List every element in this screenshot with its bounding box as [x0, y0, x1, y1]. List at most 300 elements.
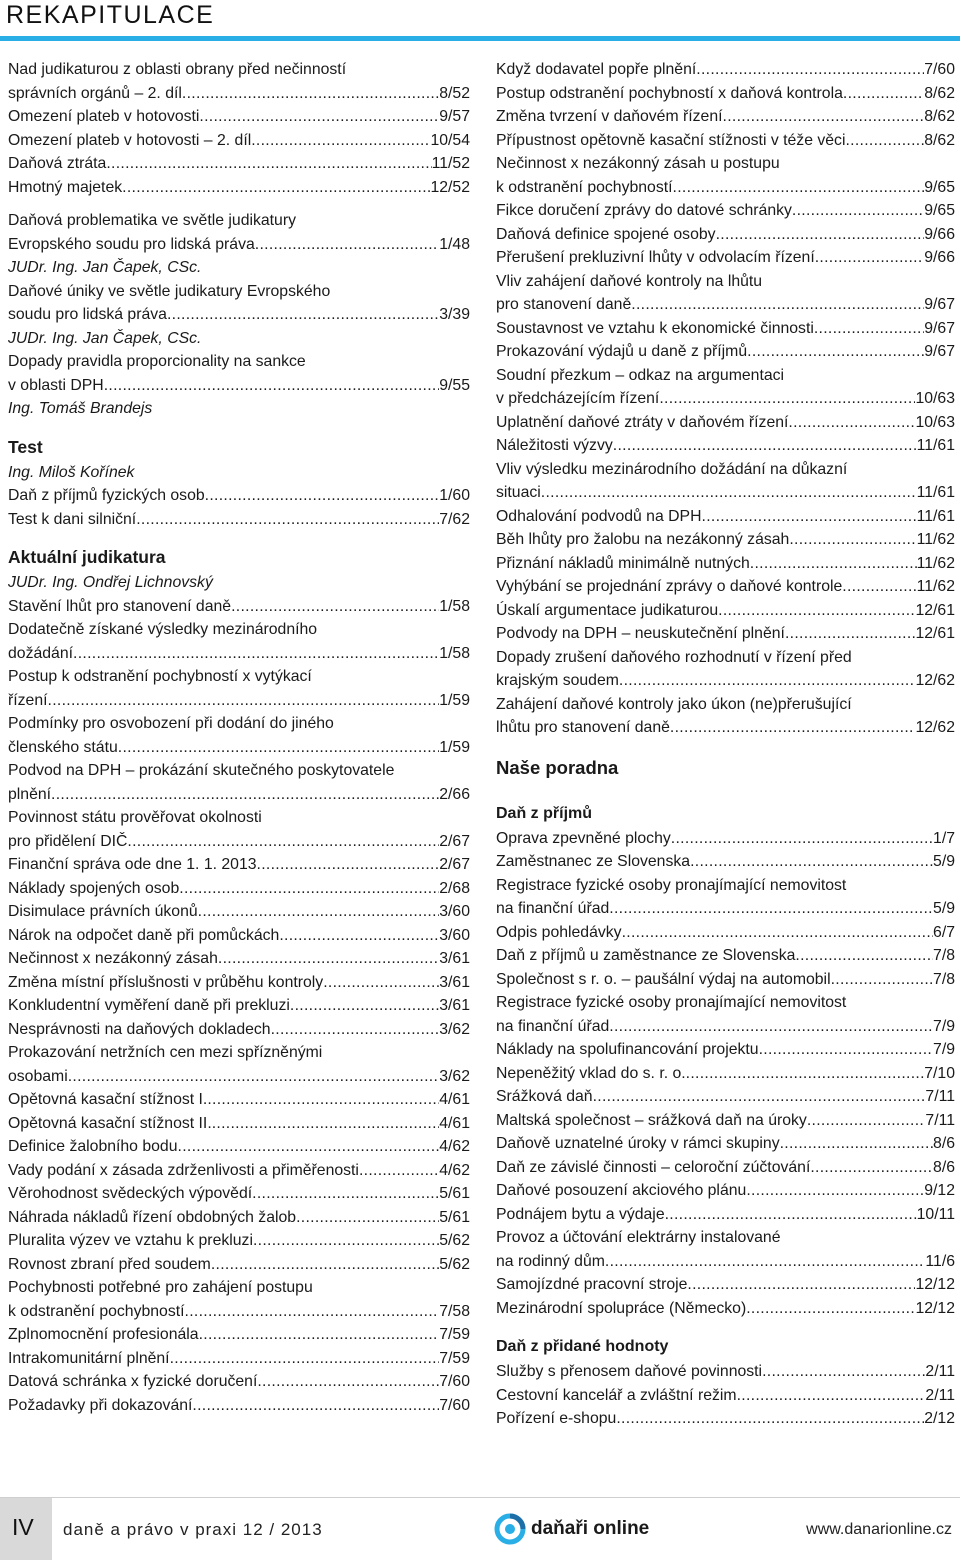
toc-entry[interactable] — [496, 1132, 955, 1156]
toc-entry[interactable] — [8, 508, 470, 532]
toc-entry[interactable] — [496, 1250, 955, 1274]
toc-entry[interactable] — [496, 716, 955, 740]
toc-entry-page: 1/58 — [439, 597, 470, 615]
toc-entry-title: správních orgánů – 2. díl — [8, 84, 182, 102]
dot-leader — [673, 176, 925, 200]
toc-entry[interactable] — [8, 877, 470, 901]
dot-leader — [815, 246, 925, 270]
toc-entry[interactable] — [496, 481, 955, 505]
toc-entry-page: 12/12 — [915, 1299, 955, 1317]
toc-entry[interactable] — [8, 947, 470, 971]
dot-leader — [702, 505, 917, 529]
toc-entry[interactable] — [8, 1088, 470, 1112]
dot-leader — [198, 900, 440, 924]
toc-entry-title: Náležitosti výzvy — [496, 437, 613, 454]
toc-entry-page: 5/61 — [439, 1208, 470, 1226]
dot-leader — [696, 58, 924, 82]
dot-leader — [616, 1407, 924, 1431]
toc-entry[interactable] — [496, 622, 955, 646]
toc-entry-title: Omezení plateb v hotovosti — [8, 108, 200, 125]
toc-entry-page: 2/66 — [439, 785, 470, 803]
toc-entry-title: k odstranění pochybností — [496, 178, 673, 196]
toc-entry-page: 7/9 — [933, 1017, 955, 1035]
author-name: Ing. Tomáš Brandejs — [8, 400, 153, 417]
toc-entry[interactable] — [8, 994, 470, 1018]
toc-entry-title: Intrakomunitární plnění — [8, 1349, 170, 1367]
toc-entry-page: 9/65 — [924, 178, 955, 196]
toc-entry[interactable] — [8, 1018, 470, 1042]
toc-entry[interactable] — [8, 176, 470, 200]
section-heading: Test — [8, 436, 43, 457]
toc-entry[interactable] — [496, 1273, 955, 1297]
toc-entry[interactable] — [496, 1109, 955, 1133]
toc-entry-page: 2/11 — [925, 1386, 955, 1404]
toc-entry[interactable] — [496, 1360, 955, 1384]
dot-leader — [665, 1203, 917, 1227]
toc-entry-title: Věrohodnost svědeckých výpovědí — [8, 1185, 253, 1202]
toc-entry-title-line: Povinnost státu prověřovat okolnosti — [8, 809, 262, 826]
toc-entry-title-line: Podvod na DPH – prokázání skutečného poskytovatele — [8, 762, 395, 779]
toc-entry-title: v oblasti DPH — [8, 376, 104, 394]
toc-entry-page: 12/62 — [915, 719, 955, 736]
toc-entry-title: krajským soudem — [496, 672, 619, 689]
toc-entry-title: Daňové posouzení akciového plánu — [496, 1182, 747, 1199]
toc-entry-title: Úskalí argumentace judikaturou — [496, 601, 719, 619]
toc-entry-page: 12/12 — [915, 1276, 955, 1293]
toc-entry-title: Uplatnění daňové ztráty v daňovém řízení — [496, 413, 789, 431]
toc-entry-title: řízení — [8, 691, 48, 709]
toc-entry-title: Definice žalobního bodu — [8, 1138, 178, 1155]
toc-entry[interactable] — [8, 1065, 470, 1089]
toc-entry-title: na finanční úřad — [496, 900, 610, 917]
dot-leader — [690, 850, 933, 874]
toc-entry-title: Nárok na odpočet daně při pomůckách — [8, 926, 280, 944]
toc-entry-title: situaci — [496, 484, 541, 501]
toc-entry[interactable] — [8, 1229, 470, 1253]
toc-entry[interactable] — [8, 736, 470, 760]
toc-entry-title: Náklady na spolufinancování projektu — [496, 1041, 759, 1058]
dot-leader — [199, 1323, 440, 1347]
toc-entry-title: Disimulace právních úkonů — [8, 903, 198, 920]
toc-entry[interactable] — [496, 669, 955, 693]
toc-entry[interactable] — [496, 1015, 955, 1039]
dot-leader — [750, 552, 917, 576]
toc-entry-title-line: Provoz a účtování elektrárny instalované — [496, 1229, 781, 1246]
dot-leader — [167, 303, 439, 327]
toc-entry[interactable] — [496, 505, 955, 529]
toc-entry-page: 11/62 — [916, 554, 955, 572]
toc-entry-page: 10/63 — [915, 413, 955, 431]
dot-leader — [218, 947, 439, 971]
toc-entry[interactable] — [496, 1179, 955, 1203]
toc-entry-title: Daňová ztráta — [8, 155, 107, 172]
toc-entry[interactable] — [8, 1159, 470, 1183]
toc-entry-page: 7/59 — [439, 1349, 470, 1367]
toc-entry-page: 1/59 — [439, 691, 470, 709]
dot-leader — [785, 622, 916, 646]
dot-leader — [231, 595, 439, 619]
toc-entry-title: Soustavnost ve vztahu k ekonomické činnosti — [496, 319, 814, 337]
toc-entry[interactable] — [8, 1300, 470, 1324]
dot-leader — [323, 971, 439, 995]
toc-entry[interactable] — [8, 1347, 470, 1371]
dot-leader — [68, 1065, 440, 1089]
section-title: REKAPITULACE — [6, 1, 215, 29]
toc-entry-title: lhůtu pro stanovení daně — [496, 719, 670, 736]
toc-entry[interactable] — [8, 1253, 470, 1277]
section-heading: Naše poradna — [496, 756, 619, 778]
toc-entry-page: 7/59 — [439, 1326, 470, 1343]
toc-entry[interactable] — [8, 900, 470, 924]
dot-leader — [51, 783, 439, 807]
toc-entry[interactable] — [8, 82, 470, 106]
toc-entry[interactable] — [496, 246, 955, 270]
toc-entry-title: na finanční úřad — [496, 1017, 610, 1035]
toc-entry-title: Oprava zpevněné plochy — [496, 829, 671, 847]
toc-entry-page: 11/62 — [916, 531, 955, 548]
toc-entry-title: Nečinnost x nezákonný zásah — [8, 950, 218, 967]
dot-leader — [671, 827, 933, 851]
dot-leader — [631, 293, 924, 317]
toc-entry-title-line: Dopady pravidla proporcionality na sankce — [8, 353, 306, 370]
toc-entry[interactable] — [8, 595, 470, 619]
toc-entry-page: 12/61 — [915, 625, 955, 642]
toc-entry-page: 2/68 — [439, 879, 470, 897]
dot-leader — [737, 1384, 926, 1408]
toc-entry-page: 9/65 — [924, 202, 955, 219]
dot-leader — [290, 994, 439, 1018]
toc-entry-title: Zplnomocnění profesionála — [8, 1326, 199, 1343]
toc-entry-title: Konkludentní vyměření daně při prekluzi — [8, 997, 290, 1014]
page-footer — [0, 1497, 960, 1560]
toc-entry-title: Vyhýbání se projednání zprávy o daňové kontrole — [496, 578, 843, 595]
toc-entry-title: Opětovná kasační stížnost I. — [8, 1091, 208, 1108]
toc-entry[interactable] — [8, 853, 470, 877]
toc-entry-title: Odhalování podvodů na DPH — [496, 507, 702, 525]
toc-entry[interactable] — [496, 58, 955, 82]
dot-leader — [296, 1206, 439, 1230]
subsection-heading: Daň z přidané hodnoty — [496, 1338, 669, 1355]
dot-leader — [792, 199, 924, 223]
dot-leader — [118, 736, 439, 760]
toc-entry-title-line: Vliv zahájení daňové kontroly na lhůtu — [496, 272, 763, 290]
dot-leader — [106, 152, 431, 176]
dot-leader — [251, 129, 430, 153]
toc-entry-title: Omezení plateb v hotovosti – 2. díl — [8, 131, 252, 149]
toc-entry[interactable] — [8, 689, 470, 713]
toc-entry[interactable] — [8, 1370, 470, 1394]
dot-leader — [279, 924, 439, 948]
toc-entry[interactable] — [8, 783, 470, 807]
dot-leader — [136, 508, 439, 532]
dot-leader — [185, 1300, 440, 1324]
toc-entry[interactable] — [8, 642, 470, 666]
toc-entry[interactable] — [8, 1135, 470, 1159]
toc-entry[interactable] — [496, 599, 955, 623]
toc-entry-page: 7/9 — [933, 1041, 955, 1058]
toc-entry-title: Rovnost zbraní před soudem — [8, 1255, 211, 1273]
toc-entry[interactable] — [8, 1323, 470, 1347]
toc-entry-page: 3/60 — [439, 926, 470, 944]
toc-entry[interactable] — [8, 303, 470, 327]
toc-entry-title: Samojízdné pracovní stroje — [496, 1276, 688, 1293]
toc-entry[interactable] — [496, 317, 955, 341]
toc-entry-page: 7/10 — [924, 1064, 955, 1082]
toc-entry-page: 9/66 — [924, 249, 955, 266]
toc-entry-title: Finanční správa ode dne 1. 1. 2013 — [8, 856, 257, 873]
toc-entry-title-line: Vliv výsledku mezinárodního dožádání na důkazní — [496, 460, 848, 478]
dot-leader — [788, 411, 915, 435]
toc-entry-title: Přerušení prekluzivní lhůty v odvolacím řízení — [496, 249, 815, 266]
dot-leader — [659, 387, 915, 411]
toc-entry[interactable] — [496, 552, 955, 576]
toc-entry-title-line: Nad judikaturou z oblasti obrany před nečinností — [8, 61, 347, 78]
toc-entry-title-line: Nečinnost x nezákonný zásah u postupu — [496, 155, 780, 172]
subsection-heading: Daň z příjmů — [496, 804, 593, 822]
toc-entry-page: 2/12 — [924, 1410, 955, 1427]
toc-entry-title: Daňově uznatelné úroky v rámci skupiny — [496, 1135, 780, 1152]
toc-entry-page: 1/59 — [439, 738, 470, 756]
dot-leader — [257, 853, 440, 877]
toc-entry[interactable] — [496, 897, 955, 921]
toc-entry[interactable] — [496, 82, 955, 106]
toc-entry-title: Mezinárodní spolupráce (Německo) — [496, 1299, 747, 1317]
dot-leader — [746, 1297, 915, 1321]
toc-entry[interactable] — [496, 223, 955, 247]
toc-entry-page: 5/62 — [439, 1232, 470, 1249]
right-column — [496, 58, 955, 1431]
toc-entry-page: 9/67 — [924, 319, 955, 337]
toc-entry-page: 7/62 — [439, 510, 470, 528]
toc-entry-title: na rodinný dům — [496, 1252, 605, 1270]
toc-entry-page: 8/62 — [924, 131, 955, 149]
toc-entry-page: 12/61 — [915, 601, 955, 619]
toc-entry[interactable] — [496, 434, 955, 458]
dot-leader — [179, 877, 439, 901]
dot-leader — [207, 1088, 439, 1112]
toc-entry-page: 9/67 — [924, 343, 955, 360]
toc-entry-title: Běh lhůty pro žalobu na nezákonný zásah — [496, 531, 790, 548]
dot-leader — [609, 897, 933, 921]
toc-entry[interactable] — [496, 944, 955, 968]
toc-entry-title: Náhrada nákladů řízení obdobných žalob — [8, 1208, 297, 1226]
toc-entry-page: 4/62 — [439, 1161, 470, 1179]
toc-entry-page: 8/62 — [924, 108, 955, 125]
toc-entry-page: 3/39 — [439, 306, 470, 323]
toc-entry[interactable] — [496, 575, 955, 599]
toc-entry[interactable] — [496, 827, 955, 851]
toc-entry[interactable] — [8, 374, 470, 398]
dot-leader — [605, 1250, 926, 1274]
toc-entry[interactable] — [8, 129, 470, 153]
toc-entry-title: pro přidělení DIČ — [8, 832, 128, 850]
toc-entry-page: 2/11 — [925, 1363, 955, 1380]
toc-entry-page: 7/11 — [925, 1088, 955, 1105]
dot-leader — [687, 1273, 915, 1297]
toc-entry-page: 5/62 — [439, 1255, 470, 1273]
toc-entry[interactable] — [8, 152, 470, 176]
toc-entry-title: Služby s přenosem daňové povinnosti — [496, 1363, 763, 1380]
toc-entry[interactable] — [8, 1182, 470, 1206]
dot-leader — [807, 1109, 926, 1133]
toc-entry-page: 9/57 — [439, 108, 470, 125]
toc-entry-page: 3/62 — [439, 1067, 470, 1085]
toc-entry-page: 11/61 — [916, 484, 955, 501]
toc-entry[interactable] — [496, 293, 955, 317]
dot-leader — [718, 599, 915, 623]
toc-entry-title-line: Registrace fyzické osoby pronajímající nemovitost — [496, 994, 847, 1011]
toc-entry[interactable] — [496, 411, 955, 435]
dot-leader — [762, 1360, 925, 1384]
toc-entry-title-line: Podmínky pro osvobození při dodání do jiného — [8, 715, 334, 732]
toc-entry-title: Zaměstnanec ze Slovenska — [496, 853, 691, 870]
toc-entry[interactable] — [496, 1038, 955, 1062]
toc-entry-page: 7/8 — [933, 947, 955, 964]
toc-entry[interactable] — [496, 921, 955, 945]
dot-leader — [73, 642, 439, 666]
dot-leader — [257, 1370, 439, 1394]
dot-leader — [170, 1347, 440, 1371]
toc-entry[interactable] — [8, 924, 470, 948]
toc-entry-page: 7/58 — [439, 1302, 470, 1320]
toc-entry-title: pro stanovení daně — [496, 296, 632, 313]
toc-entry[interactable] — [496, 1384, 955, 1408]
dot-leader — [746, 1179, 924, 1203]
dot-leader — [716, 223, 925, 247]
author-name: JUDr. Ing. Jan Čapek, CSc. — [8, 329, 202, 347]
toc-entry[interactable] — [8, 830, 470, 854]
toc-entry-page: 3/62 — [439, 1020, 470, 1038]
toc-entry-title: Srážková daň — [496, 1088, 593, 1105]
author-name: Ing. Miloš Kořínek — [8, 463, 135, 481]
toc-entry[interactable] — [496, 1203, 955, 1227]
dot-leader — [122, 176, 430, 200]
toc-entry-title: soudu pro lidská práva — [8, 306, 167, 323]
toc-entry[interactable] — [496, 1297, 955, 1321]
dot-leader — [271, 1018, 440, 1042]
toc-entry-title: Pluralita výzev ve vztahu k prekluzi — [8, 1232, 253, 1249]
toc-entry[interactable] — [496, 968, 955, 992]
author-name: JUDr. Ing. Jan Čapek, CSc. — [8, 259, 202, 276]
toc-entry-title: Nepeněžitý vklad do s. r. o. — [496, 1064, 686, 1082]
toc-entry-page: 9/55 — [439, 376, 470, 394]
toc-entry[interactable] — [496, 1062, 955, 1086]
page-header — [0, 0, 960, 41]
toc-entry-title-line: Registrace fyzické osoby pronajímající nemovitost — [496, 876, 847, 894]
dot-leader — [810, 1156, 933, 1180]
toc-entry-title: Prokazování výdajů u daně z příjmů — [496, 343, 748, 360]
toc-entry-page: 12/52 — [430, 178, 470, 196]
dot-leader — [670, 716, 916, 740]
toc-entry[interactable] — [8, 1394, 470, 1418]
dot-leader — [814, 317, 924, 341]
toc-entry-title: Postup odstranění pochybností x daňová kontrola — [496, 84, 843, 102]
dot-leader — [759, 1038, 933, 1062]
toc-entry-page: 11/61 — [916, 437, 955, 454]
toc-entry-title: Změna místní příslušnosti v průběhu kontroly — [8, 973, 324, 991]
toc-entry-page: 1/48 — [439, 235, 470, 253]
section-heading: Aktuální judikatura — [8, 547, 166, 567]
toc-entry-title: Když dodavatel popře plnění — [496, 61, 697, 78]
toc-entry-page: 11/6 — [925, 1252, 955, 1270]
toc-entry-page: 4/61 — [439, 1091, 470, 1108]
toc-entry-page: 2/67 — [439, 832, 470, 850]
dot-leader — [182, 82, 439, 106]
toc-entry-title: Test k dani silniční — [8, 510, 137, 528]
toc-entry[interactable] — [496, 129, 955, 153]
toc-entry-page: 5/9 — [933, 900, 955, 917]
page-number: IV — [12, 1514, 34, 1540]
toc-entry[interactable] — [496, 199, 955, 223]
toc-entry[interactable] — [8, 1112, 470, 1136]
toc-entry-page: 5/9 — [933, 853, 955, 870]
dot-leader — [609, 1015, 933, 1039]
toc-entry-title: Daňová definice spojené osoby — [496, 225, 716, 243]
dot-leader — [48, 689, 440, 713]
author-name: JUDr. Ing. Ondřej Lichnovský — [8, 574, 213, 591]
toc-entry[interactable] — [496, 176, 955, 200]
magazine-issue: daně a právo v praxi 12 / 2013 — [63, 1520, 323, 1539]
toc-entry-title: Fikce doručení zprávy do datové schránky — [496, 202, 792, 219]
dot-leader — [199, 105, 439, 129]
toc-entry-title: Změna tvrzení v daňovém řízení — [496, 108, 723, 125]
toc-entry-page: 7/11 — [925, 1111, 955, 1129]
toc-entry-title: Pořízení e-shopu — [496, 1410, 617, 1427]
toc-entry-page: 1/58 — [439, 644, 470, 662]
toc-entry-title-line: Soudní přezkum – odkaz na argumentaci — [496, 366, 785, 384]
toc-entry[interactable] — [496, 850, 955, 874]
toc-entry-page: 1/60 — [439, 487, 470, 504]
dot-leader — [831, 968, 933, 992]
toc-entry[interactable] — [496, 1085, 955, 1109]
toc-entry[interactable] — [8, 484, 470, 508]
dot-leader — [212, 1112, 440, 1136]
left-column — [8, 58, 470, 1417]
toc-entry[interactable] — [496, 1407, 955, 1431]
toc-entry[interactable] — [8, 233, 470, 257]
toc-entry[interactable] — [8, 1206, 470, 1230]
toc-entry-page: 7/60 — [439, 1396, 470, 1414]
dot-leader — [723, 105, 925, 129]
dot-leader — [843, 82, 924, 106]
toc-entry-page: 3/61 — [439, 997, 470, 1014]
dot-leader — [359, 1159, 439, 1183]
website-url[interactable]: www.danarionline.cz — [806, 1521, 952, 1538]
dot-leader — [747, 340, 924, 364]
toc-entry-page: 8/62 — [924, 84, 955, 102]
toc-entry-page: 10/54 — [430, 131, 470, 149]
toc-entry-title-line: Daňová problematika ve světle judikatury — [8, 212, 297, 229]
toc-entry-title: členského státu — [8, 738, 118, 756]
toc-entry[interactable] — [496, 528, 955, 552]
toc-entry-page: 2/67 — [439, 856, 470, 873]
toc-entry[interactable] — [496, 1156, 955, 1180]
toc-entry-title-line: Pochybnosti potřebné pro zahájení postupu — [8, 1279, 313, 1296]
toc-entry-page: 8/52 — [439, 84, 470, 102]
toc-entry-title: k odstranění pochybností — [8, 1302, 185, 1320]
dot-leader — [127, 830, 439, 854]
toc-entry[interactable] — [496, 387, 955, 411]
toc-entry[interactable] — [496, 340, 955, 364]
toc-entry[interactable] — [496, 105, 955, 129]
toc-entry-title: Podnájem bytu a výdaje — [496, 1205, 665, 1223]
toc-entry-page: 7/60 — [924, 61, 955, 78]
toc-entry-title: Společnost s r. o. – paušální výdaj na automobil — [496, 970, 831, 988]
toc-entry[interactable] — [8, 971, 470, 995]
toc-entry-title: Odpis pohledávky — [496, 923, 622, 941]
toc-entry-title: Podvody na DPH – neuskutečnění plnění — [496, 625, 785, 642]
toc-entry[interactable] — [8, 105, 470, 129]
